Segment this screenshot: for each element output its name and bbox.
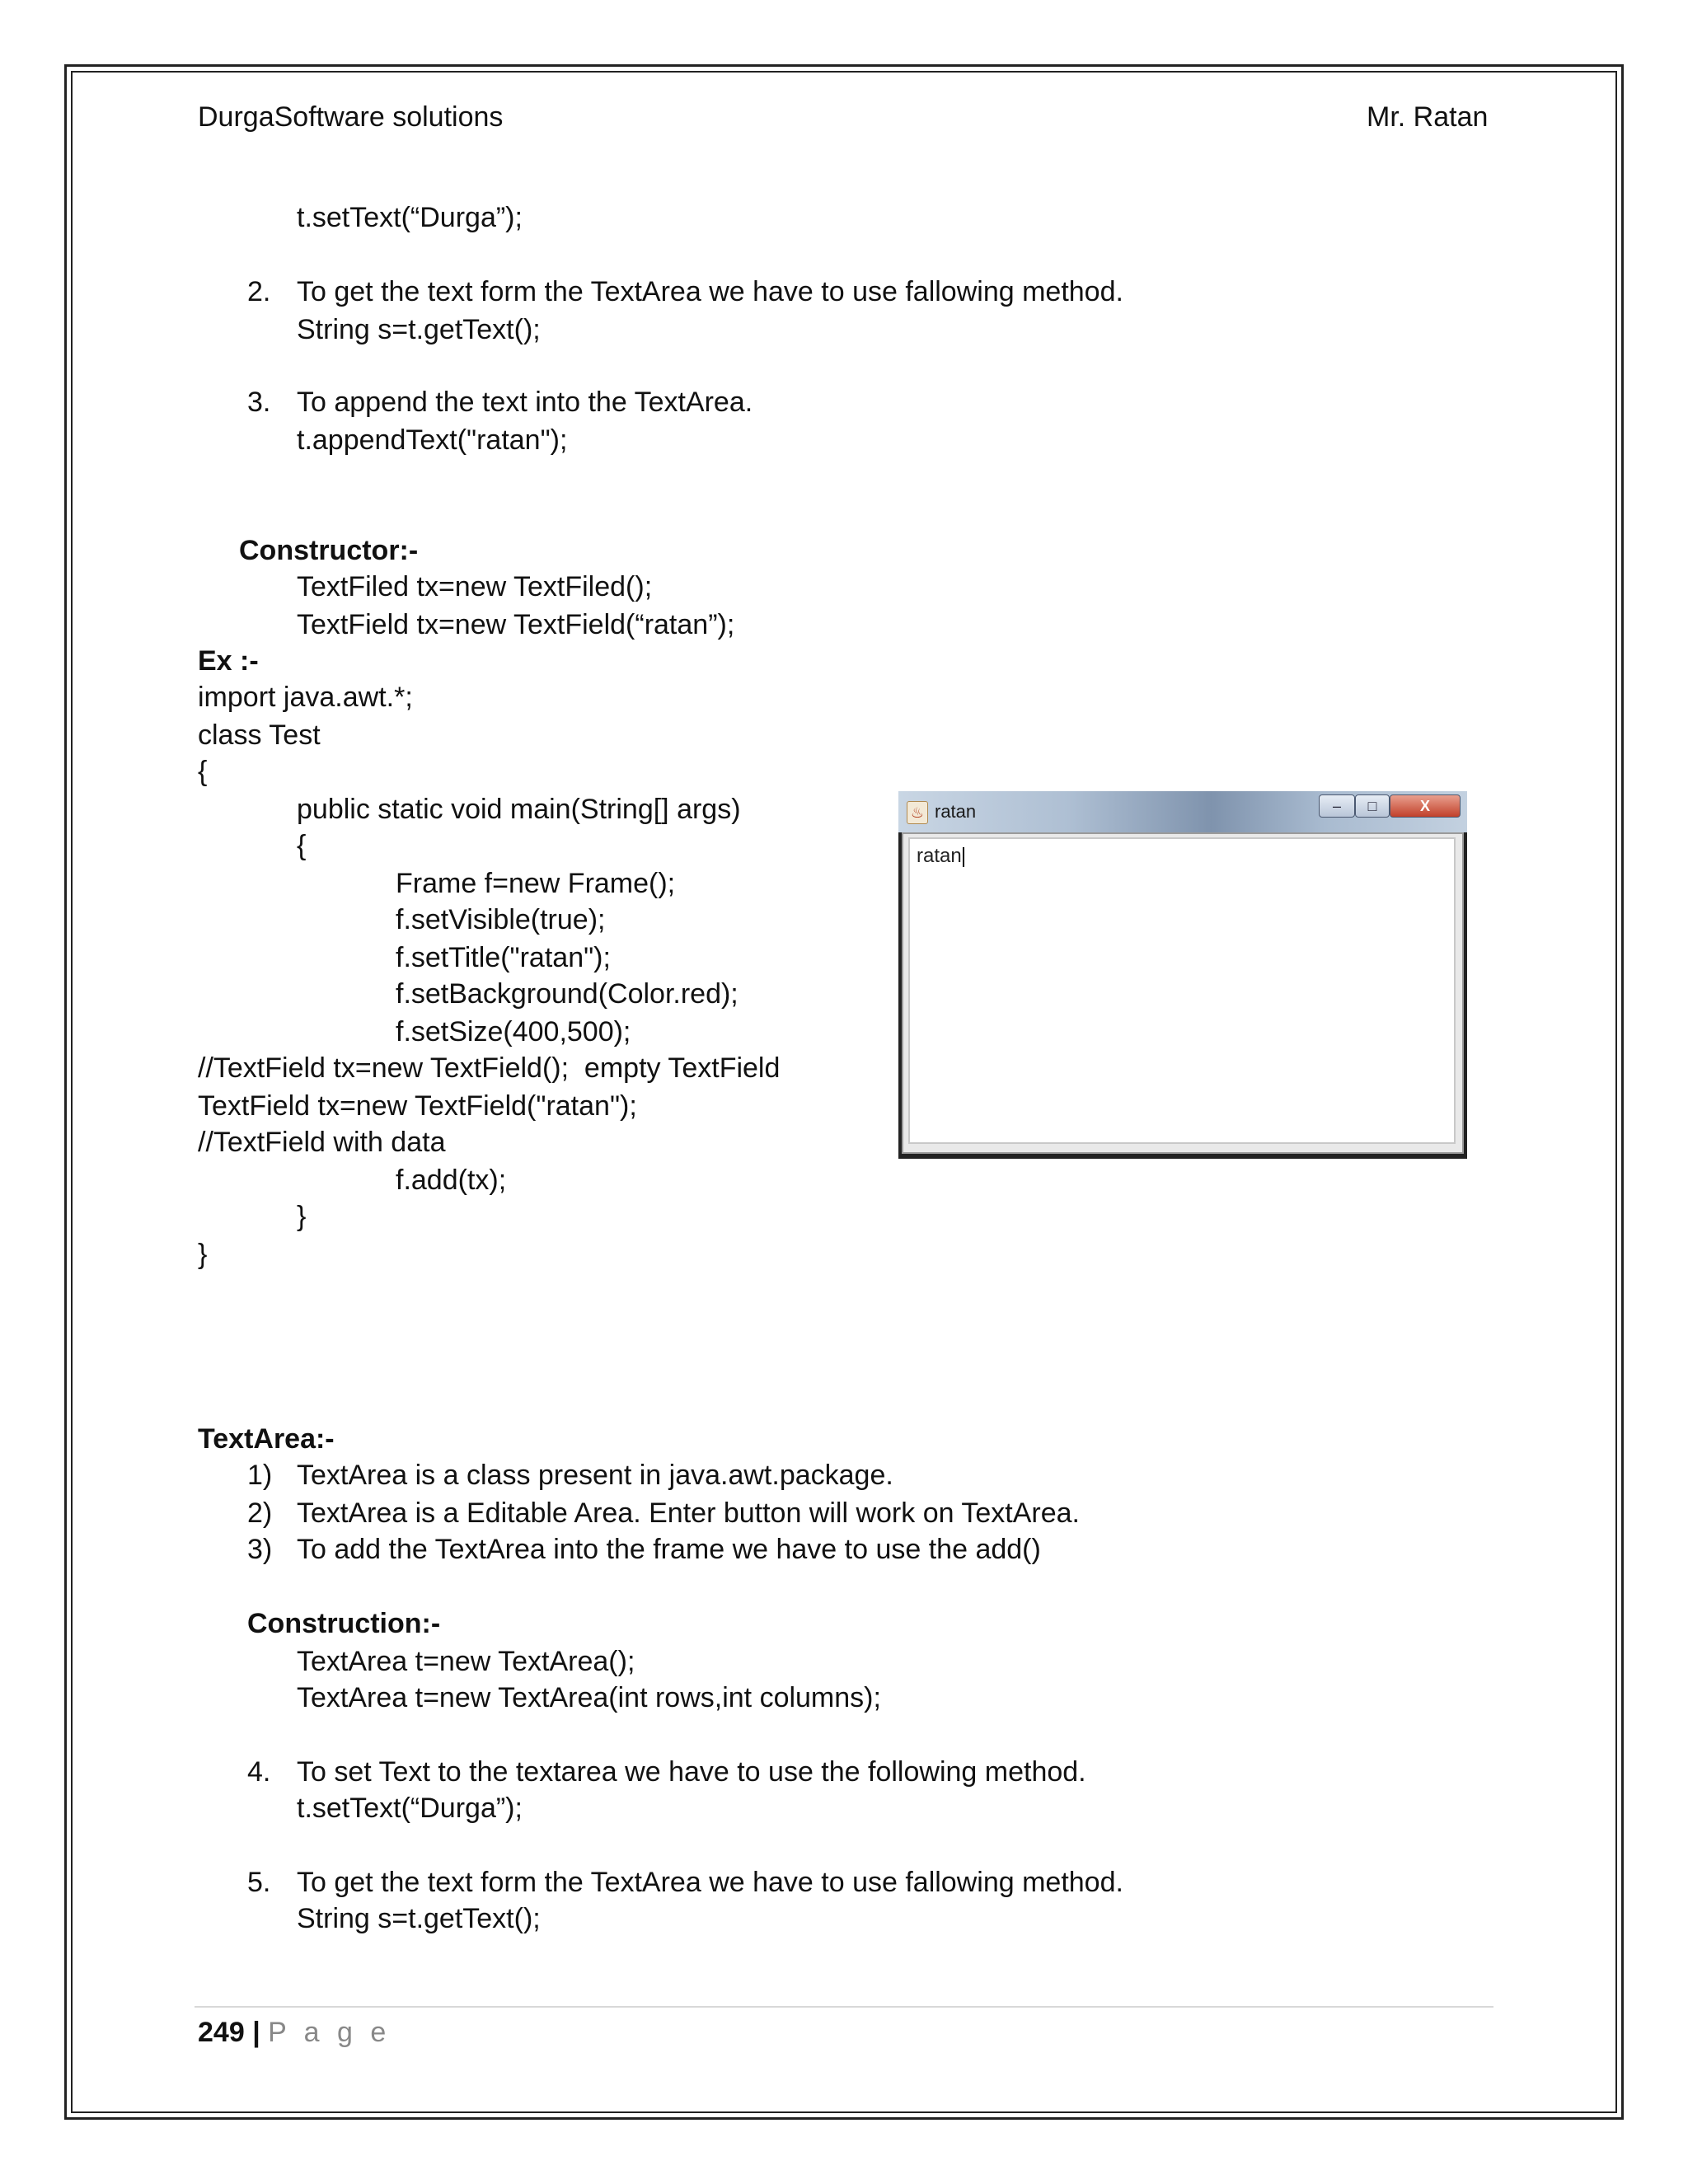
- code-line: f.setSize(400,500);: [396, 1016, 631, 1047]
- page-number: 249: [198, 2017, 245, 2048]
- header-left: DurgaSoftware solutions: [198, 101, 504, 133]
- text-caret: [963, 847, 964, 867]
- maximize-button[interactable]: □: [1355, 794, 1390, 818]
- code-comment: //TextField tx=new TextField(); empty TextField: [198, 1052, 781, 1084]
- code-line: f.setBackground(Color.red);: [396, 978, 738, 1010]
- code-line: t.setText(“Durga”);: [297, 1793, 523, 1824]
- section-heading-construction: Construction:-: [247, 1608, 441, 1639]
- code-line: t.setText(“Durga”);: [297, 202, 523, 233]
- code-line: TextField tx=new TextField(“ratan”);: [297, 609, 735, 640]
- list-number: 3.: [247, 387, 271, 418]
- java-icon: ♨: [907, 801, 928, 824]
- footer-divider: [195, 2006, 1493, 2008]
- code-line: f.setTitle("ratan");: [396, 942, 611, 973]
- code-line: }: [198, 1239, 208, 1270]
- list-number: 2.: [247, 276, 271, 307]
- code-line: TextArea t=new TextArea();: [297, 1646, 635, 1677]
- list-item-text: To add the TextArea into the frame we have to use the add(): [297, 1534, 1041, 1565]
- example-heading: Ex :-: [198, 645, 259, 677]
- code-line: f.setVisible(true);: [396, 904, 606, 935]
- list-item-text: To get the text form the TextArea we have to use fallowing method.: [297, 276, 1123, 307]
- list-item-text: To get the text form the TextArea we have to use fallowing method.: [297, 1867, 1123, 1898]
- list-item-text: TextArea is a Editable Area. Enter button will work on TextArea.: [297, 1497, 1080, 1529]
- header-right: Mr. Ratan: [1367, 101, 1489, 133]
- code-comment: //TextField with data: [198, 1127, 446, 1158]
- code-line: TextFiled tx=new TextFiled();: [297, 571, 653, 602]
- list-number: 3): [247, 1534, 273, 1565]
- awt-window-screenshot: [898, 791, 1467, 1159]
- code-line: String s=t.getText();: [297, 1903, 541, 1934]
- code-line: {: [297, 830, 307, 861]
- window-titlebar: [898, 791, 1467, 832]
- list-item-text: To set Text to the textarea we have to use the following method.: [297, 1756, 1086, 1788]
- section-heading-textarea: TextArea:-: [198, 1423, 335, 1455]
- text-field-value: ratan: [917, 845, 962, 867]
- code-line: class Test: [198, 719, 321, 751]
- code-line: import java.awt.*;: [198, 682, 413, 713]
- list-item-text: To append the text into the TextArea.: [297, 387, 753, 418]
- list-number: 4.: [247, 1756, 271, 1788]
- window-title: ratan: [935, 801, 977, 822]
- page-word: P a g e: [268, 2017, 392, 2048]
- code-line: f.add(tx);: [396, 1165, 507, 1196]
- code-line: t.appendText("ratan");: [297, 424, 568, 456]
- page-separator: |: [252, 2017, 260, 2048]
- text-field[interactable]: [908, 837, 1456, 1144]
- code-line: String s=t.getText();: [297, 314, 541, 345]
- code-line: {: [198, 756, 208, 787]
- list-number: 1): [247, 1460, 273, 1491]
- page-footer: [198, 2016, 391, 2049]
- window-body: [902, 832, 1464, 1154]
- code-line: Frame f=new Frame();: [396, 868, 676, 899]
- list-number: 5.: [247, 1867, 271, 1898]
- minimize-button[interactable]: –: [1319, 794, 1355, 818]
- close-button[interactable]: X: [1390, 794, 1461, 818]
- list-number: 2): [247, 1497, 273, 1529]
- code-line: TextField tx=new TextField("ratan");: [198, 1090, 637, 1122]
- list-item-text: TextArea is a class present in java.awt.package.: [297, 1460, 893, 1491]
- section-heading-constructor: Constructor:-: [239, 535, 419, 566]
- code-line: }: [297, 1201, 307, 1232]
- code-line: public static void main(String[] args): [297, 794, 741, 825]
- code-line: TextArea t=new TextArea(int rows,int columns);: [297, 1682, 881, 1713]
- window-controls: [1319, 794, 1462, 821]
